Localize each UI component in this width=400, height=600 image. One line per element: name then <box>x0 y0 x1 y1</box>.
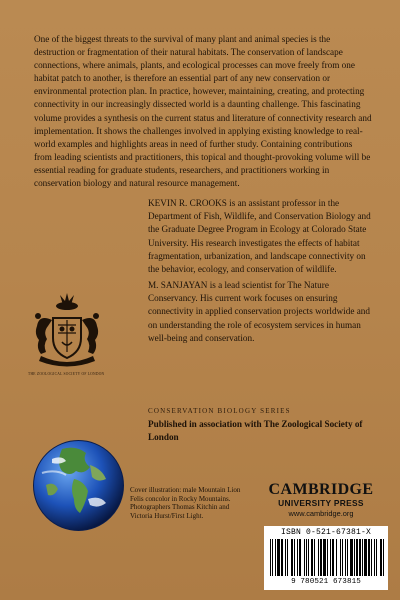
series-title: CONSERVATION BIOLOGY SERIES <box>148 407 291 415</box>
publisher-block <box>258 482 384 519</box>
isbn-text: ISBN 0-521-67381-X <box>280 528 371 537</box>
barcode-bar <box>314 539 315 576</box>
earth-globe-icon <box>32 439 125 532</box>
barcode-bar <box>320 539 322 576</box>
barcode-bar <box>350 539 353 576</box>
barcode-bar <box>327 539 328 576</box>
barcode-bar <box>318 539 319 576</box>
cover-illustration-caption: Cover illustration: male Mountain Lion Felis concolor in Rocky Mountains. Photographers Thomas Kitchin and Victoria Hurst/First Light. <box>130 486 241 520</box>
published-with: Published in association with The Zoological Society of London <box>148 419 363 442</box>
barcode-bar <box>275 539 276 576</box>
author-bio-crooks: KEVIN R. CROOKS is an assistant professor in the Department of Fish, Wildlife, and Conservation Biology and the Graduate Degree Program in Ecology at Colorado State University. His research investigates the effects of habitat fragmentation, urbanization, and landscape connectivity on the behavior, ecology, and conservation of wildlife. <box>148 198 371 275</box>
barcode-bar <box>294 539 295 576</box>
barcode-bar <box>374 539 375 576</box>
barcode-bar <box>383 539 384 576</box>
book-description: One of the biggest threats to the survival of many plant and animal species is the destruction or fragmentation of their natural habitats. The conservation of landscape connections, where animals, plants, and ecological processes can move freely from one habitat patch to another, is therefore an essential part of any new conservation or environmental protection plan. In practice, however, maintaining, creating, and protecting connectivity in our increasingly dissected world is a daunting challenge. This fascinating volume provides a synthesis on the current status and literature of connectivity research and implementation. It shows the challenges involved in applying existing knowledge to real-world examples and highlights areas in need of further study. Containing contributions from leading scientists and practitioners, this topical and thought-provoking volume will be essential reading for graduate students, researchers, and practitioners working in conservation biology and natural resource management. <box>34 34 372 189</box>
barcode-bar <box>347 539 348 576</box>
barcode-bar <box>330 539 331 576</box>
barcode-bar <box>359 539 361 576</box>
barcode-bar <box>340 539 341 576</box>
barcode-bar <box>304 539 305 576</box>
barcode-bar <box>277 539 280 576</box>
barcode-bar <box>311 539 313 576</box>
barcode-bar <box>332 539 334 576</box>
barcode-bar <box>336 539 337 576</box>
barcode-bar <box>270 539 271 576</box>
barcode-bar <box>285 539 286 576</box>
barcode-bar <box>345 539 346 576</box>
barcode-bar <box>323 539 326 576</box>
barcode-bar <box>354 539 355 576</box>
barcode-bar <box>287 539 288 576</box>
barcode-bar <box>308 539 309 576</box>
barcode-bar <box>281 539 283 576</box>
barcode-box <box>264 526 388 590</box>
barcode-bar <box>342 539 343 576</box>
publisher-name: CAMBRIDGE <box>268 481 374 498</box>
publisher-url: www.cambridge.org <box>288 509 354 518</box>
zsl-caption: THE ZOOLOGICAL SOCIETY OF LONDON <box>28 372 105 376</box>
barcode-bar <box>306 539 307 576</box>
publisher-press: UNIVERSITY PRESS <box>278 498 364 508</box>
barcode-bar <box>368 539 370 576</box>
barcode-bar <box>299 539 301 576</box>
barcode-bar <box>291 539 293 576</box>
barcode-bar <box>376 539 377 576</box>
barcode-bar <box>272 539 273 576</box>
author-bio-sanjayan: M. SANJAYAN is a lead scientist for The Nature Conservancy. His current work focuses on ensuring connectivity in applied conservation projects worldwide and on understanding the role of ecosystem services in human well-being and conservation. <box>148 280 370 343</box>
zsl-crest-icon <box>26 292 108 370</box>
barcode-bar <box>380 539 382 576</box>
ean-digits: 9 780521 673815 <box>291 578 361 586</box>
barcode-bar <box>362 539 363 576</box>
barcode-icon <box>270 539 384 576</box>
barcode-bar <box>297 539 298 576</box>
barcode-bar <box>356 539 358 576</box>
barcode-bar <box>371 539 372 576</box>
barcode-bar <box>364 539 367 576</box>
